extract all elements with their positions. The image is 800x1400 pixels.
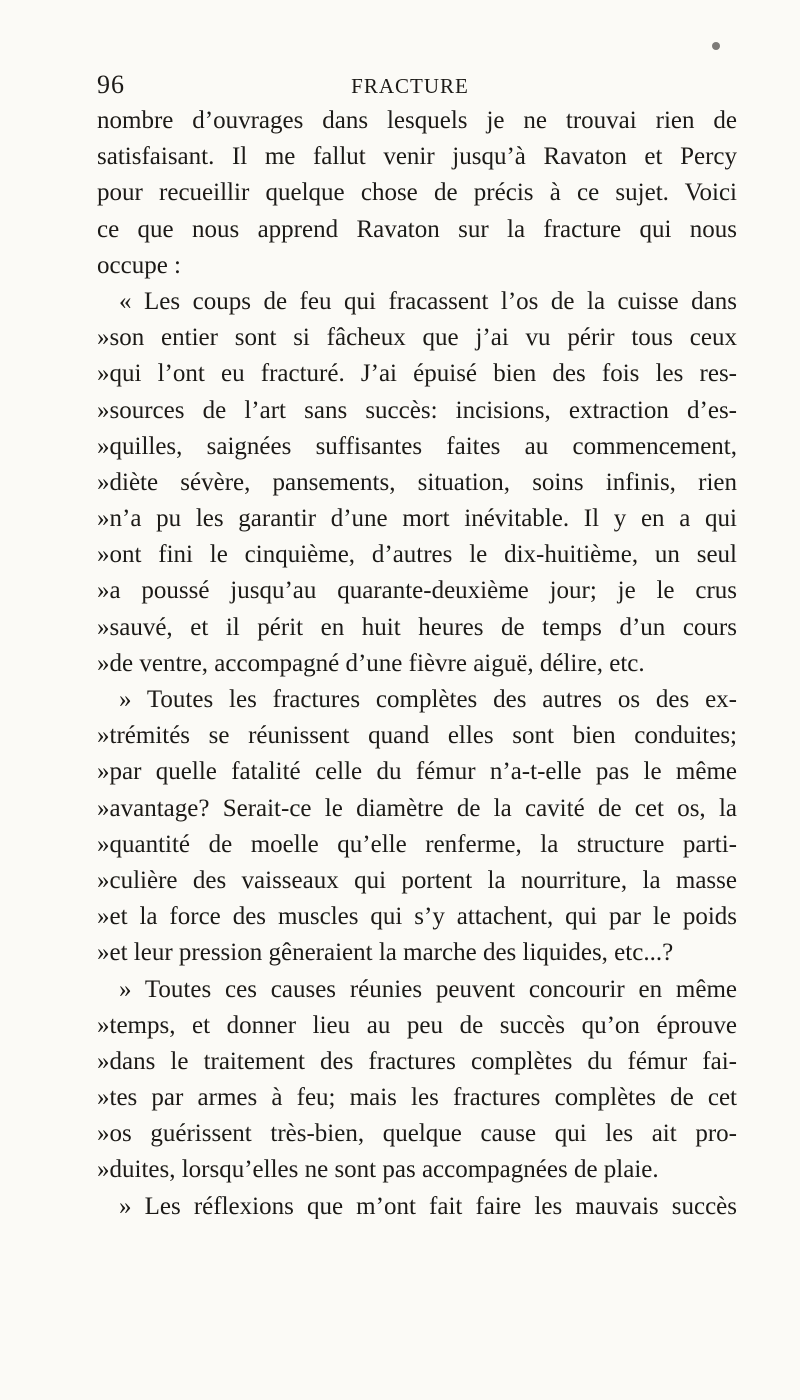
text-line: »par quelle fatalité celle du fémur n’a-t-elle pas le même	[97, 758, 737, 786]
text-line: »et la force des muscles qui s’y attachent, qui par le poids	[97, 903, 737, 931]
running-head: FRACTURE	[351, 74, 469, 98]
text-line: »sources de l’art sans succès: incisions, extraction d’es-	[97, 396, 737, 424]
text-line: »temps, et donner lieu au peu de succès qu’on éprouve	[97, 1011, 737, 1039]
text-line: ce que nous apprend Ravaton sur la fracture qui nous	[97, 215, 737, 243]
text-line: satisfaisant. Il me fallut venir jusqu’à Ravaton et Percy	[97, 143, 737, 171]
text-line: » Les réflexions que m’ont fait faire les mauvais succès	[119, 1192, 737, 1219]
text-line: pour recueillir quelque chose de précis à ce sujet. Voici	[97, 179, 737, 207]
text-line: occupe :	[97, 251, 181, 279]
page-number: 96	[97, 70, 125, 99]
text-line: »son entier sont si fâcheux que j’ai vu périr tous ceux	[97, 324, 737, 352]
text-line: »dans le traitement des fractures complètes du fémur fai-	[97, 1047, 737, 1075]
ink-speck	[712, 42, 720, 50]
text-line: » Toutes les fractures complètes des autres os des ex-	[119, 686, 737, 713]
text-line: »qui l’ont eu fracturé. J’ai épuisé bien des fois les res-	[97, 360, 737, 388]
text-line: »os guérissent très-bien, quelque cause qui les ait pro-	[97, 1120, 737, 1148]
text-line: »trémités se réunissent quand elles sont bien conduites;	[97, 722, 737, 750]
text-line: » Toutes ces causes réunies peuvent concourir en même	[119, 975, 737, 1003]
text-line: »diète sévère, pansements, situation, soins infinis, rien	[97, 468, 737, 496]
text-line: »et leur pression gêneraient la marche des liquides, etc...?	[97, 939, 674, 967]
text-line: »duites, lorsqu’elles ne sont pas accompagnées de plaie.	[97, 1156, 659, 1184]
text-line: »quantité de moelle qu’elle renferme, la structure parti-	[97, 830, 737, 858]
body-text	[97, 103, 737, 1219]
text-line: »ont fini le cinquième, d’autres le dix-huitième, un seul	[97, 541, 737, 569]
text-line: nombre d’ouvrages dans lesquels je ne trouvai rien de	[97, 107, 737, 134]
text-line: »de ventre, accompagné d’une fièvre aiguë, délire, etc.	[97, 649, 645, 677]
text-line: « Les coups de feu qui fracassent l’os de la cuisse dans	[119, 287, 737, 315]
text-line: »quilles, saignées suffisantes faites au commencement,	[97, 432, 737, 460]
text-line: »culière des vaisseaux qui portent la nourriture, la masse	[97, 866, 737, 894]
text-line: »tes par armes à feu; mais les fractures complètes de cet	[97, 1084, 737, 1112]
text-line: »n’a pu les garantir d’une mort inévitable. Il y en a qui	[97, 505, 737, 533]
text-line: »avantage? Serait-ce le diamètre de la cavité de cet os, la	[97, 794, 737, 822]
text-line: »sauvé, et il périt en huit heures de temps d’un cours	[97, 613, 737, 641]
text-line: »a poussé jusqu’au quarante-deuxième jour; je le crus	[97, 577, 737, 605]
